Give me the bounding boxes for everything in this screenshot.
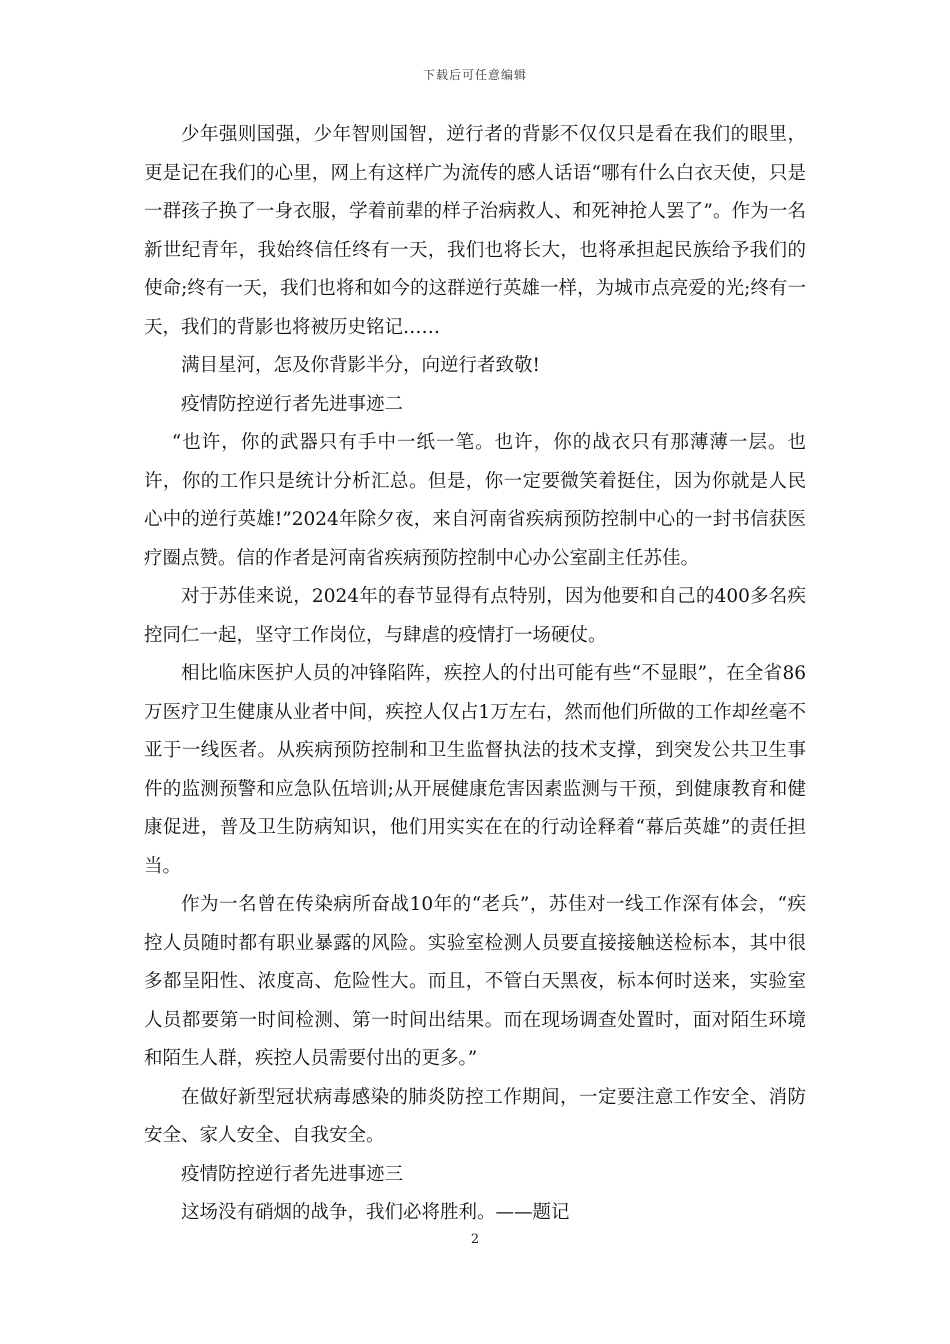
paragraph-6: 作为一名曾在传染病所奋战10年的“老兵”，苏佳对一线工作深有体会，“疾控人员随时都有职业暴露的风险。实验室检测人员要直接接触送检标本，其中很多都呈阳性、浓度高、危险性大。而且，不管白天黑夜，标本何时送来，实验室人员都要第一时间检测、第一时间出结果。而在现场调查处置时，面对陌生环境和陌生人群，疾控人员需要付出的更多。” xyxy=(144,894,806,1069)
paragraph-5: 相比临床医护人员的冲锋陷阵，疾控人的付出可能有些“不显眼”，在全省86万医疗卫生健康从业者中间，疾控人仅占1万左右，然而他们所做的工作却丝毫不亚于一线医者。从疾病预防控制和卫生监督执法的技术支撑，到突发公共卫生事件的监测预警和应急队伍培训;从开展健康危害因素监测与干预，到健康教育和健康促进，普及卫生防病知识，他们用实实在在的行动诠释着“幕后英雄”的责任担当。 xyxy=(144,663,806,877)
section-heading-2: 疫情防控逆行者先进事迹二 xyxy=(181,393,404,415)
header-note: 下载后可任意编辑 xyxy=(422,68,527,82)
paragraph-3: “也许，你的武器只有手中一纸一笔。也许，你的战衣只有那薄薄一层。也许，你的工作只是统计分析汇总。但是，你一定要微笑着挺住，因为你就是人民心中的逆行英雄!”2024年除夕夜，来自河南省疾病预防控制中心的一封书信获医疗圈点赞。信的作者是河南省疾病预防控制中心办公室副主任苏佳。 xyxy=(144,432,806,569)
epigraph: 这场没有硝烟的战争，我们必将胜利。——题记 xyxy=(181,1202,570,1223)
paragraph-2: 满目星河，怎及你背影半分，向逆行者致敬! xyxy=(181,355,540,376)
page-number: 2 xyxy=(470,1232,480,1247)
paragraph-7: 在做好新型冠状病毒感染的肺炎防控工作期间，一定要注意工作安全、消防安全、家人安全、自我安全。 xyxy=(144,1086,806,1146)
paragraph-4: 对于苏佳来说，2024年的春节显得有点特别，因为他要和自己的400多名疾控同仁一起，坚守工作岗位，与肆虐的疫情打一场硬仗。 xyxy=(144,586,806,646)
paragraph-1: 少年强则国强，少年智则国智，逆行者的背影不仅仅只是看在我们的眼里，更是记在我们的心里，网上有这样广为流传的感人话语“哪有什么白衣天使，只是一群孩子换了一身衣服，学着前辈的样子治病救人、和死神抢人罢了”。作为一名新世纪青年，我始终信任终有一天，我们也将长大，也将承担起民族给予我们的使命;终有一天，我们也将和如今的这群逆行英雄一样，为城市点亮爱的光;终有一天，我们的背影也将被历史铭记…… xyxy=(144,124,806,338)
document-body xyxy=(144,116,806,1233)
section-heading-3: 疫情防控逆行者先进事迹三 xyxy=(181,1163,404,1185)
